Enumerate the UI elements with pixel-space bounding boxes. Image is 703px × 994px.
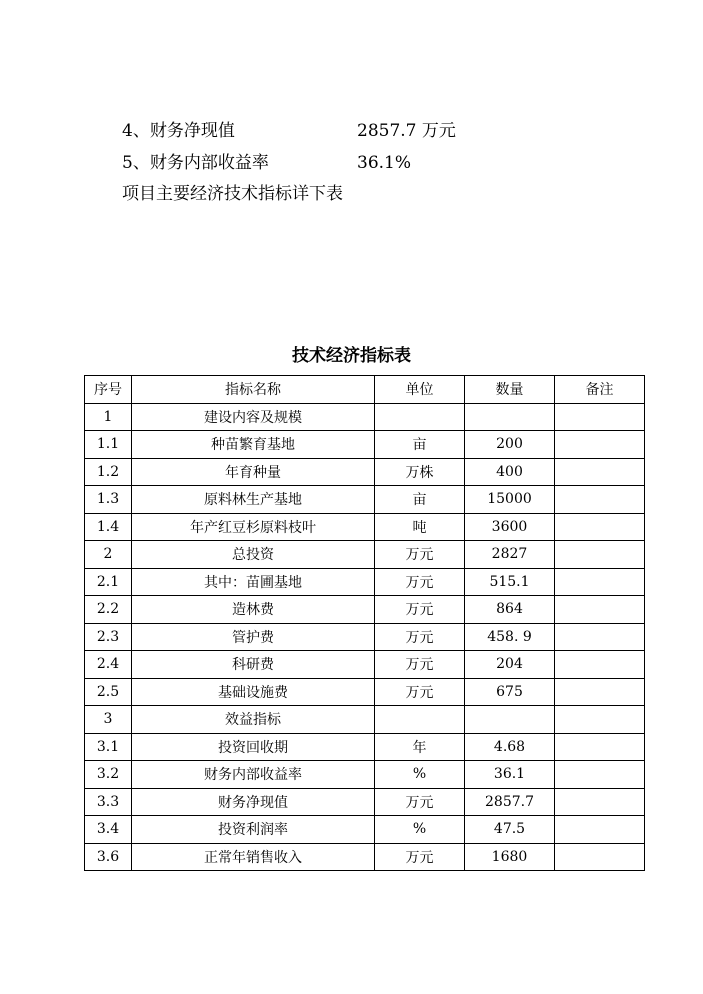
- unit-cell: 万元: [375, 788, 465, 816]
- indicator-name-cell: 效益指标: [132, 706, 375, 734]
- row-number-cell: 3.6: [85, 843, 132, 871]
- column-header: 序号: [85, 376, 132, 404]
- indicator-name-cell: 管护费: [132, 623, 375, 651]
- row-number-cell: 3.1: [85, 733, 132, 761]
- table-row: [85, 733, 645, 761]
- quantity-cell: [465, 706, 555, 734]
- row-number-cell: 2.5: [85, 678, 132, 706]
- remark-cell: [555, 403, 645, 431]
- indicator-name-cell: 投资回收期: [132, 733, 375, 761]
- table-row: [85, 513, 645, 541]
- unit-cell: [375, 403, 465, 431]
- column-header: 数量: [465, 376, 555, 404]
- remark-cell: [555, 568, 645, 596]
- indicator-name-cell: 总投资: [132, 541, 375, 569]
- table-row: [85, 678, 645, 706]
- indicator-name-cell: 年产红豆杉原料枝叶: [132, 513, 375, 541]
- column-header: 单位: [375, 376, 465, 404]
- unit-cell: %: [375, 816, 465, 844]
- row-number-cell: 1.4: [85, 513, 132, 541]
- summary-value: 36.1%: [357, 153, 412, 173]
- row-number-cell: 2.1: [85, 568, 132, 596]
- unit-cell: 万元: [375, 623, 465, 651]
- quantity-cell: 864: [465, 596, 555, 624]
- quantity-cell: 2857.7: [465, 788, 555, 816]
- table-row: [85, 568, 645, 596]
- table-body: [85, 403, 645, 871]
- remark-cell: [555, 678, 645, 706]
- column-header: 指标名称: [132, 376, 375, 404]
- column-header: 备注: [555, 376, 645, 404]
- unit-cell: [375, 706, 465, 734]
- unit-cell: 亩: [375, 431, 465, 459]
- quantity-cell: 204: [465, 651, 555, 679]
- row-number-cell: 1: [85, 403, 132, 431]
- quantity-cell: 3600: [465, 513, 555, 541]
- indicator-name-cell: 科研费: [132, 651, 375, 679]
- row-number-cell: 3.2: [85, 761, 132, 789]
- table-row: [85, 816, 645, 844]
- remark-cell: [555, 596, 645, 624]
- table-title: 技术经济指标表: [292, 346, 411, 366]
- remark-cell: [555, 843, 645, 871]
- table-row: [85, 706, 645, 734]
- quantity-cell: 200: [465, 431, 555, 459]
- remark-cell: [555, 816, 645, 844]
- remark-cell: [555, 431, 645, 459]
- table-row: [85, 541, 645, 569]
- indicator-name-cell: 基础设施费: [132, 678, 375, 706]
- summary-note: 项目主要经济技术指标详下表: [122, 184, 343, 204]
- remark-cell: [555, 458, 645, 486]
- unit-cell: %: [375, 761, 465, 789]
- quantity-cell: 1680: [465, 843, 555, 871]
- indicator-name-cell: 种苗繁育基地: [132, 431, 375, 459]
- indicator-name-cell: 建设内容及规模: [132, 403, 375, 431]
- remark-cell: [555, 486, 645, 514]
- indicator-name-cell: 其中：苗圃基地: [132, 568, 375, 596]
- indicator-name-cell: 造林费: [132, 596, 375, 624]
- quantity-cell: 2827: [465, 541, 555, 569]
- row-number-cell: 1.2: [85, 458, 132, 486]
- summary-label: 4、财务净现值: [122, 121, 235, 141]
- unit-cell: 万元: [375, 843, 465, 871]
- unit-cell: 年: [375, 733, 465, 761]
- remark-cell: [555, 706, 645, 734]
- row-number-cell: 2.3: [85, 623, 132, 651]
- table-row: [85, 788, 645, 816]
- indicator-table: [84, 375, 645, 871]
- unit-cell: 万元: [375, 678, 465, 706]
- indicator-name-cell: 财务内部收益率: [132, 761, 375, 789]
- quantity-cell: 400: [465, 458, 555, 486]
- summary-value: 2857.7 万元: [357, 121, 456, 141]
- table-row: [85, 431, 645, 459]
- table-row: [85, 458, 645, 486]
- row-number-cell: 3.3: [85, 788, 132, 816]
- remark-cell: [555, 761, 645, 789]
- row-number-cell: 3.4: [85, 816, 132, 844]
- unit-cell: 万元: [375, 568, 465, 596]
- unit-cell: 万株: [375, 458, 465, 486]
- quantity-cell: 36.1: [465, 761, 555, 789]
- unit-cell: 亩: [375, 486, 465, 514]
- remark-cell: [555, 733, 645, 761]
- indicator-name-cell: 年育种量: [132, 458, 375, 486]
- quantity-cell: 4.68: [465, 733, 555, 761]
- row-number-cell: 2.2: [85, 596, 132, 624]
- quantity-cell: 515.1: [465, 568, 555, 596]
- table-row: [85, 761, 645, 789]
- table-row: [85, 651, 645, 679]
- table-row: [85, 486, 645, 514]
- remark-cell: [555, 651, 645, 679]
- quantity-cell: [465, 403, 555, 431]
- row-number-cell: 3: [85, 706, 132, 734]
- row-number-cell: 1.3: [85, 486, 132, 514]
- table-row: [85, 843, 645, 871]
- remark-cell: [555, 788, 645, 816]
- table-row: [85, 596, 645, 624]
- indicator-name-cell: 财务净现值: [132, 788, 375, 816]
- row-number-cell: 2.4: [85, 651, 132, 679]
- indicator-name-cell: 原料林生产基地: [132, 486, 375, 514]
- table-row: [85, 623, 645, 651]
- unit-cell: 万元: [375, 651, 465, 679]
- indicator-name-cell: 投资利润率: [132, 816, 375, 844]
- remark-cell: [555, 541, 645, 569]
- quantity-cell: 675: [465, 678, 555, 706]
- unit-cell: 万元: [375, 541, 465, 569]
- quantity-cell: 458. 9: [465, 623, 555, 651]
- summary-label: 5、财务内部收益率: [122, 153, 269, 173]
- remark-cell: [555, 623, 645, 651]
- row-number-cell: 2: [85, 541, 132, 569]
- table-header-row: [85, 376, 645, 404]
- unit-cell: 吨: [375, 513, 465, 541]
- unit-cell: 万元: [375, 596, 465, 624]
- summary-line-npv: [122, 121, 456, 141]
- remark-cell: [555, 513, 645, 541]
- table-row: [85, 403, 645, 431]
- indicator-name-cell: 正常年销售收入: [132, 843, 375, 871]
- row-number-cell: 1.1: [85, 431, 132, 459]
- quantity-cell: 15000: [465, 486, 555, 514]
- quantity-cell: 47.5: [465, 816, 555, 844]
- summary-line-irr: [122, 153, 412, 173]
